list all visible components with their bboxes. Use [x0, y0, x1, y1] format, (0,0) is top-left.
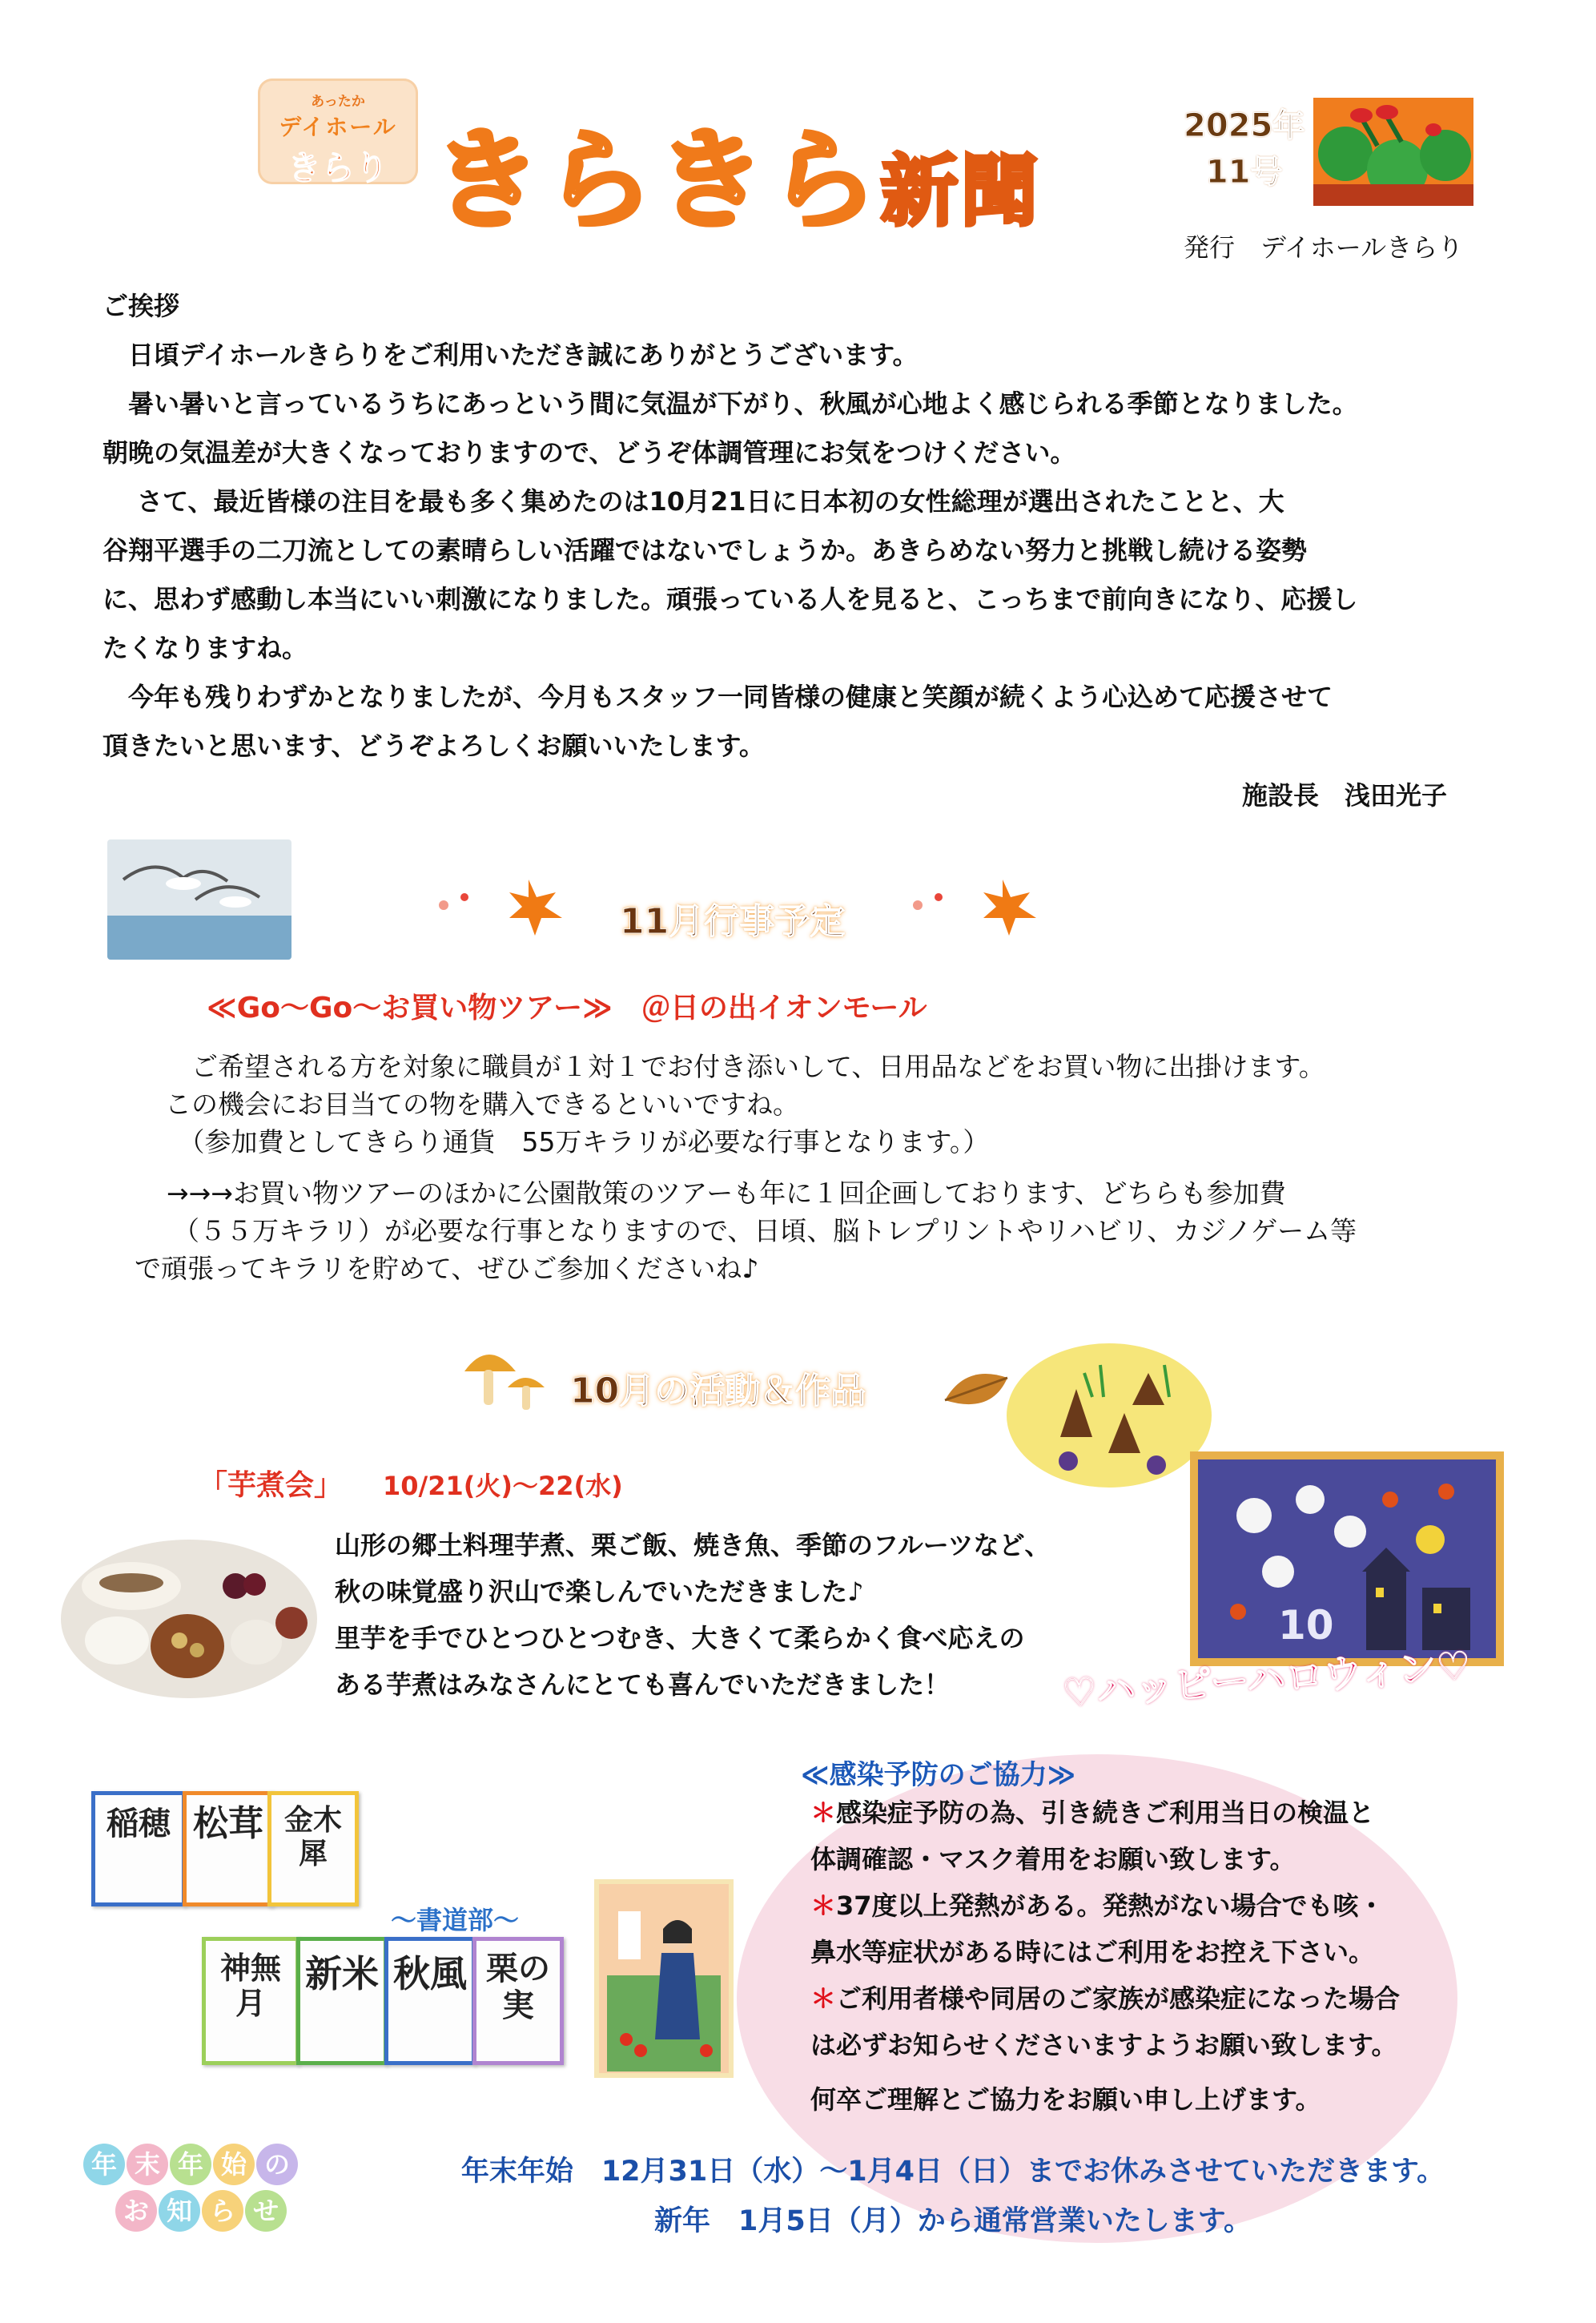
halloween-artwork [1190, 1451, 1504, 1666]
maple-leaf-icon [432, 873, 577, 937]
issue-info [1184, 103, 1305, 195]
title-kanji: 新聞 [881, 147, 1041, 236]
greeting-line: 今年も残りわずかとなりましたが、今月もスタッフ一同皆様の健康と笑顔が続くよう心込めて応援させて [103, 682, 1333, 712]
asterisk-icon: ＊ [810, 1890, 837, 1921]
greeting-line: たくなりますね。 [103, 633, 308, 663]
greeting-line: 朝晩の気温差が大きくなっておりますので、どうぞ体調管理にお気をつけください。 [103, 437, 1076, 468]
imoni-line: ある芋煮はみなさんにとても喜んでいただきました！ [335, 1669, 951, 1700]
calligraphy-card: 松茸 [183, 1791, 274, 1906]
publisher: 発行 デイホールきらり [1184, 232, 1464, 263]
infection-item [810, 1790, 1467, 1836]
infection-list [810, 1790, 1467, 2123]
infection-item-text: 37度以上発熱がある。発熱がない場合でも咳・ [836, 1890, 1385, 1921]
logo-big-text: きらり [287, 148, 388, 187]
greeting-line: さて、最近皆様の注目を最も多く集めたのは10月21日に日本初の女性総理が選出されたことと、大 [103, 486, 1284, 517]
tour-line: （参加費としてきらり通貨 55万キラリが必要な行事となります。） [165, 1126, 990, 1157]
badge-char: 末 [127, 2144, 168, 2185]
imoni-description [335, 1522, 1120, 1708]
greeting-line: 日頃デイホールきらりをご利用いただき誠にありがとうございます。 [103, 340, 919, 370]
halloween-caption: ♡ハッピーハロウィン♡ [1060, 1643, 1473, 1717]
note-line: →→→お買い物ツアーのほかに公園散策のツアーも年に１回企画しております、どちらも参加費 [167, 1178, 1286, 1209]
greeting-section [103, 282, 1496, 771]
seagull-painting [107, 839, 291, 960]
imoni-title: 「芋煮会」 [199, 1469, 344, 1502]
badge-char: 年 [83, 2144, 125, 2185]
greeting-line: 頂きたいと思います、どうぞよろしくお願いいたします。 [103, 731, 765, 761]
facility-logo [258, 79, 418, 187]
asterisk-icon: ＊ [810, 1983, 837, 2014]
shopping-tour-description [165, 1048, 1478, 1161]
imoni-line: 秋の味覚盛り沢山で楽しんでいただきました♪ [335, 1576, 864, 1607]
badge-char: 始 [213, 2144, 255, 2185]
greeting-line: 暑い暑いと言っているうちにあっという間に気温が下がり、秋風が心地よく感じられる季節となりました。 [103, 389, 1358, 419]
badge-char: お [115, 2190, 157, 2232]
logo-mid-text: デイホール [279, 114, 397, 140]
infection-item-cont: 体調確認・マスク着用をお願い致します。 [810, 1844, 1296, 1874]
infection-item-text: 感染症予防の為、引き続きご利用当日の検温と [836, 1798, 1375, 1828]
newsletter-title [432, 118, 1041, 244]
greeting-heading: ご挨拶 [103, 291, 180, 321]
imoni-meal-photo [59, 1538, 319, 1700]
tour-line: この機会にお目当ての物を購入できるといいですね。 [165, 1089, 799, 1120]
calligraphy-card: 秋風 [384, 1937, 476, 2065]
issue-number: 11号 [1205, 154, 1283, 191]
badge-char: ら [202, 2190, 243, 2232]
autumn-fruit-illustration [1313, 98, 1473, 206]
infection-item-text: ご利用者様や同居のご家族が感染症になった場合 [836, 1983, 1401, 2014]
imoni-line: 里芋を手でひとつひとつむき、大きくて柔らかく食べ応えの [335, 1623, 1025, 1653]
park-tour-note [135, 1174, 1496, 1287]
badge-char: 知 [159, 2190, 200, 2232]
leaf-icon [942, 1368, 1011, 1416]
imoni-date: 10/21(火)～22(水) [383, 1471, 623, 1501]
badge-char: の [256, 2144, 298, 2185]
calligraphy-card: 金木犀 [267, 1791, 359, 1906]
infection-title: ≪感染予防のご協力≫ [801, 1759, 1076, 1791]
halloween-art-number: 10 [1278, 1602, 1334, 1649]
imoni-line: 山形の郷土料理芋煮、栗ご飯、焼き魚、季節のフルーツなど、 [335, 1530, 1051, 1560]
greeting-line: 谷翔平選手の二刀流としての素晴らしい活躍ではないでしょうか。あきらめない努力と挑戦し続ける姿勢 [103, 535, 1308, 566]
greeting-line: に、思わず感動し本当にいい刺激になりました。頑張っている人を見ると、こっちまで前向きになり、応援し [103, 584, 1358, 614]
director-signature: 施設長 浅田光子 [1241, 780, 1447, 811]
badge-char: せ [245, 2190, 287, 2232]
badge-char: 年 [170, 2144, 211, 2185]
tour-line: ご希望される方を対象に職員が１対１でお付き添いして、日用品などをお買い物に出掛けます。 [165, 1051, 1325, 1082]
events-heading: 11月行事予定 [620, 901, 846, 942]
infection-closing: 何卒ご理解とご協力をお願い申し上げます。 [810, 2084, 1321, 2115]
holiday-notice [432, 2147, 1473, 2246]
note-line: で頑張ってキラリを貯めて、ぜひご参加くださいね♪ [135, 1253, 759, 1284]
note-line: （５５万キラリ）が必要な行事となりますので、日頃、脳トレプリントやリハビリ、カジノゲーム等 [173, 1215, 1357, 1246]
shopping-tour-title: ≪Go～Go～お買い物ツアー≫ ＠日の出イオンモール [207, 992, 927, 1025]
chestnut-artwork [1004, 1341, 1214, 1490]
issue-year: 2025年 [1184, 107, 1305, 144]
girl-autumn-painting [594, 1879, 734, 2078]
holiday-line: 年末年始 12月31日（水）～1月4日（日）までお休みさせていただきます。 [460, 2156, 1445, 2188]
infection-item-cont: は必ずお知らせくださいますようお願い致します。 [810, 2030, 1397, 2060]
calligraphy-card: 神無月 [202, 1937, 300, 2065]
infection-item [810, 1882, 1467, 1929]
title-kana: きらきら [432, 118, 881, 244]
calligraphy-card: 栗の実 [472, 1937, 564, 2065]
calligraphy-card: 稲穂 [91, 1791, 186, 1906]
infection-item-cont: 鼻水等症状がある時にはご利用をお控え下さい。 [810, 1937, 1375, 1967]
infection-item [810, 1975, 1467, 2022]
asterisk-icon: ＊ [810, 1798, 837, 1828]
year-end-badge [83, 2144, 300, 2232]
maple-leaf-icon [907, 873, 1051, 937]
calligraphy-club-label: ～書道部～ [391, 1905, 520, 1935]
activities-heading: 10月の活動＆作品 [570, 1371, 866, 1411]
holiday-line: 新年 1月5日（月）から通常営業いたします。 [654, 2205, 1252, 2237]
calligraphy-card: 新米 [296, 1937, 388, 2065]
logo-small-text: あったか [311, 94, 365, 110]
mushroom-icon [458, 1338, 553, 1415]
